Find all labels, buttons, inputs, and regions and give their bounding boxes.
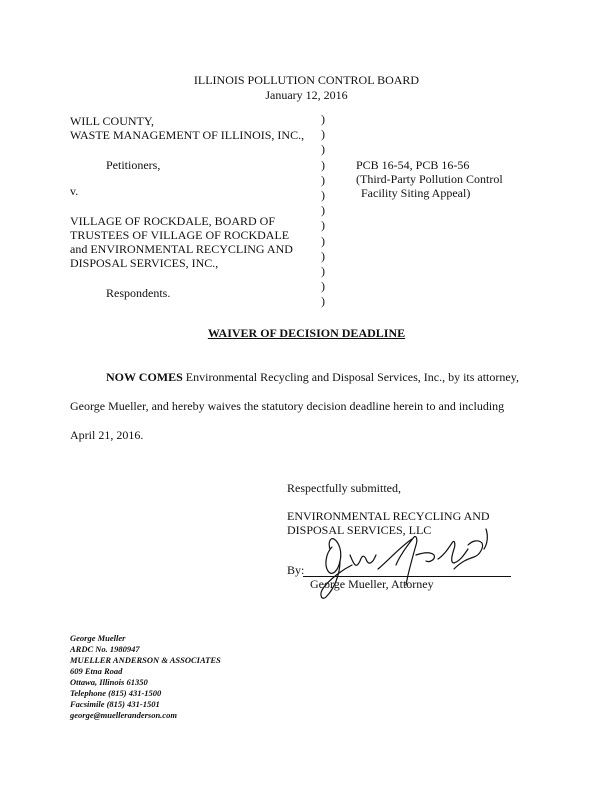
telephone: Telephone (815) 431-1500: [70, 688, 162, 698]
respondent-line-2: TRUSTEES OF VILLAGE OF ROCKDALE: [70, 228, 290, 242]
caption-paren: ): [321, 142, 325, 157]
body-line-1: [106, 370, 519, 385]
body-line-3: April 21, 2016.: [70, 428, 144, 442]
facsimile: Facsimile (815) 431-1501: [70, 699, 160, 709]
body-line-2: George Mueller, and hereby waives the statutory decision deadline herein to and including: [70, 399, 505, 413]
respondent-line-3: and ENVIRONMENTAL RECYCLING AND: [70, 242, 293, 256]
street-address: 609 Etna Road: [70, 666, 123, 676]
order-date: January 12, 2016: [265, 88, 348, 102]
company-line-1: ENVIRONMENTAL RECYCLING AND: [287, 509, 490, 523]
case-type-line-2: Facility Siting Appeal): [361, 186, 471, 200]
petitioner-line-2: WASTE MANAGEMENT OF ILLINOIS, INC.,: [70, 128, 305, 142]
caption-paren: ): [321, 233, 325, 248]
agency-name: ILLINOIS POLLUTION CONTROL BOARD: [193, 73, 420, 87]
caption-paren: ): [321, 188, 325, 203]
closing: Respectfully submitted,: [287, 481, 401, 495]
email-link[interactable]: george@muelleranderson.com: [70, 710, 177, 720]
ardc-number: ARDC No. 1980947: [70, 644, 140, 654]
petitioners-label: Petitioners,: [106, 158, 161, 172]
versus-label: v.: [70, 184, 79, 198]
company-line-2: DISPOSAL SERVICES, LLC: [287, 523, 432, 537]
law-firm: MUELLER ANDERSON & ASSOCIATES: [70, 655, 221, 665]
petitioner-line-1: WILL COUNTY,: [70, 114, 154, 128]
caption-paren: ): [321, 264, 325, 279]
handwritten-signature: [304, 525, 504, 605]
signer-name: George Mueller, Attorney: [310, 577, 434, 591]
caption-paren: ): [321, 172, 325, 187]
caption-paren: ): [321, 127, 325, 142]
caption-paren: ): [321, 294, 325, 309]
body-line-1-text: Environmental Recycling and Disposal Services, Inc., by its attorney,: [182, 370, 519, 384]
by-label: By:: [287, 563, 305, 577]
respondents-label: Respondents.: [106, 286, 171, 300]
respondent-line-4: DISPOSAL SERVICES, INC.,: [70, 256, 219, 270]
caption-paren: ): [321, 203, 325, 218]
caption-paren: ): [321, 218, 325, 233]
case-type-line-1: (Third-Party Pollution Control: [356, 172, 503, 186]
caption-parenthesis-column: [321, 112, 331, 310]
caption-paren: ): [321, 279, 325, 294]
city-address: Ottawa, Illinois 61350: [70, 677, 148, 687]
caption-paren: ): [321, 157, 325, 172]
attorney-name: George Mueller: [70, 633, 126, 643]
caption-paren: ): [321, 248, 325, 263]
body-lead: NOW COMES: [106, 370, 183, 384]
case-number: PCB 16-54, PCB 16-56: [356, 158, 470, 172]
caption-paren: ): [321, 112, 325, 126]
respondent-line-1: VILLAGE OF ROCKDALE, BOARD OF: [70, 214, 276, 228]
document-title: WAIVER OF DECISION DEADLINE: [207, 326, 406, 340]
